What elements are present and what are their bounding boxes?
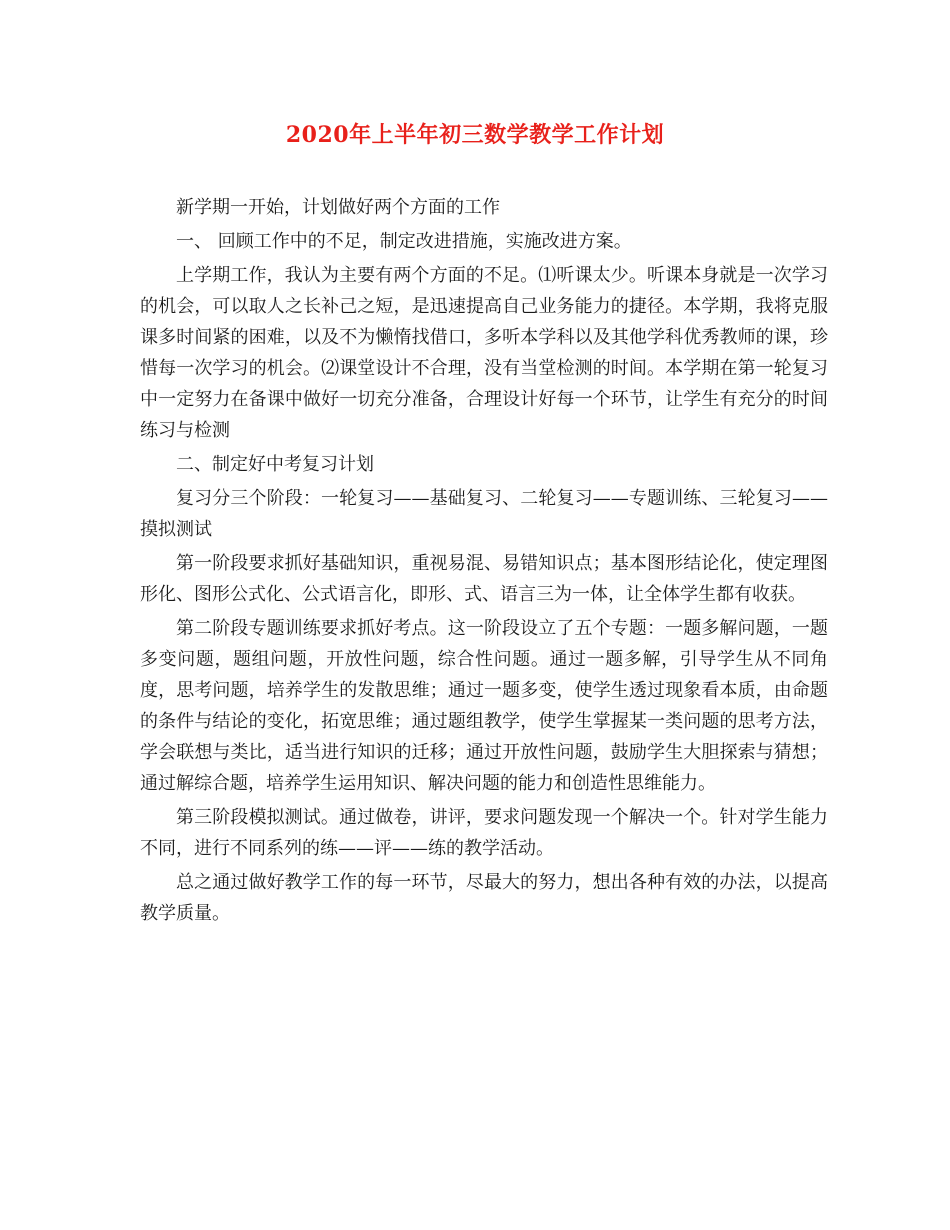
paragraph-intro: 新学期一开始，计划做好两个方面的工作 <box>176 197 500 218</box>
paragraph-shortcomings: 上学期工作，我认为主要有两个方面的不足。⑴听课太少。听课本身就是一次学习的机会，可以取人之长补己之短，是迅速提高自己业务能力的捷径。本学期，我将克服课多时间紧的困难，以及不为懒惰找借口，多听本学科以及其他学科优秀教师的课，珍惜每一次学习的机会。⑵课堂设计不合理，没有当堂检测的时间。本学期在第一轮复习中一定努力在备课中做好一切充分准备，合理设计好每一个环节，让学生有充分的时间练习与检测 <box>140 265 828 441</box>
heading-section-1: 一、 回顾工作中的不足，制定改进措施，实施改进方案。 <box>176 231 632 252</box>
paragraph-stage-3: 第三阶段模拟测试。通过做卷，讲评，要求问题发现一个解决一个。针对学生能力不同，进行不同系列的练——评——练的教学活动。 <box>140 807 828 859</box>
document-body <box>140 192 828 932</box>
document-title: 2020年上半年初三数学教学工作计划 <box>285 122 665 148</box>
paragraph-review-stages: 复习分三个阶段：一轮复习——基础复习、二轮复习——专题训练、三轮复习——摸拟测试 <box>140 488 828 540</box>
paragraph-stage-2: 第二阶段专题训练要求抓好考点。这一阶段设立了五个专题：一题多解问题，一题多变问题，题组问题，开放性问题，综合性问题。通过一题多解，引导学生从不同角度，思考问题，培养学生的发散思维；通过一题多变，使学生透过现象看本质，由命题的条件与结论的变化，拓宽思维；通过题组教学，使学生掌握某一类问题的思考方法，学会联想与类比，适当进行知识的迁移；通过开放性问题，鼓励学生大胆探索与猜想；通过解综合题，培养学生运用知识、解决问题的能力和创造性思维能力。 <box>140 618 828 794</box>
paragraph-conclusion: 总之通过做好教学工作的每一环节，尽最大的努力，想出各种有效的办法，以提高教学质量。 <box>140 872 828 924</box>
paragraph-stage-1: 第一阶段要求抓好基础知识，重视易混、易错知识点；基本图形结论化，使定理图形化、图形公式化、公式语言化，即形、式、语言三为一体，让全体学生都有收获。 <box>140 553 828 605</box>
heading-section-2: 二、制定好中考复习计划 <box>176 454 374 475</box>
